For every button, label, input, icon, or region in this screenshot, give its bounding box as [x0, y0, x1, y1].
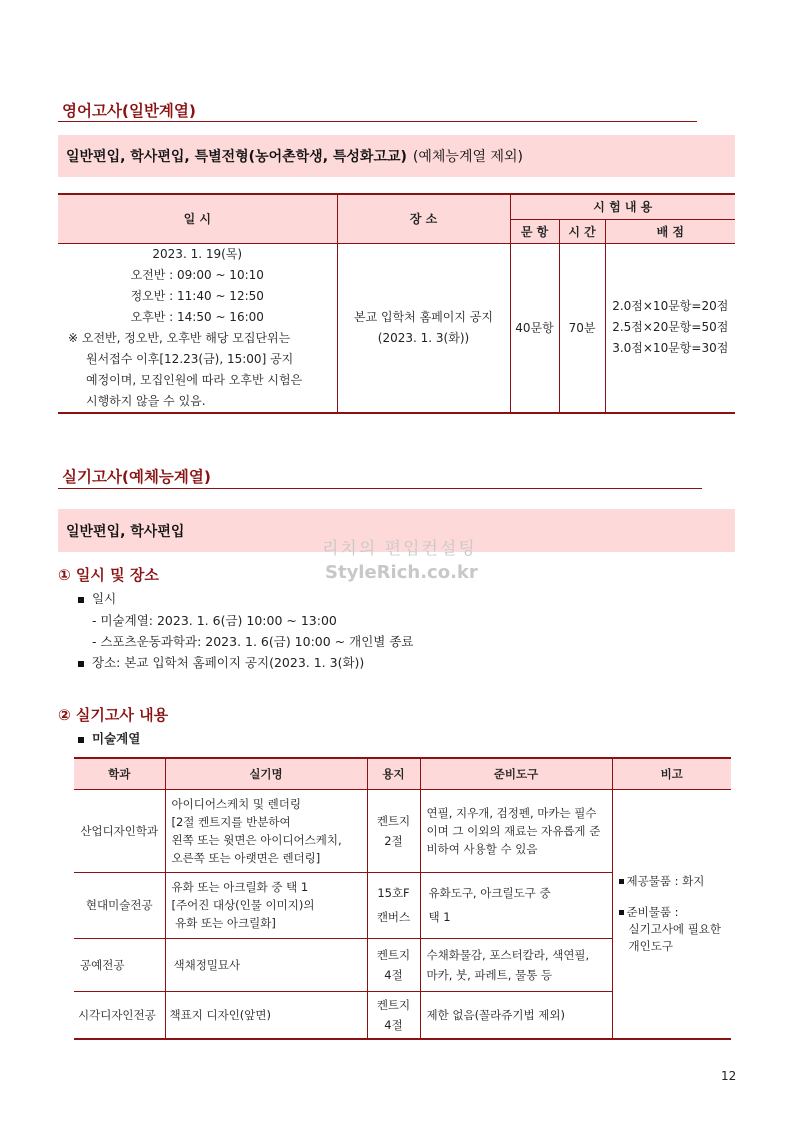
exam-name-cell: 책표지 디자인(앞면)	[165, 991, 367, 1039]
line: 수채화물감, 포스터칼라, 색연필,	[426, 947, 590, 962]
heading-rule	[58, 121, 697, 122]
header-content: 시 험 내 용	[510, 194, 735, 219]
header-score: 배 점	[605, 219, 735, 243]
remark-text: 준비물품 :	[626, 904, 679, 919]
page-number: 12	[721, 1069, 737, 1083]
dept-cell: 시각디자인전공	[74, 991, 165, 1039]
header-place: 장 소	[337, 194, 510, 243]
bullet-icon	[78, 661, 84, 667]
band-note: (예체능계열 제외)	[412, 149, 523, 165]
paper-cell	[367, 938, 420, 991]
remark-prepare	[619, 904, 732, 921]
header-tools: 준비도구	[420, 758, 612, 789]
line: 켄트지	[376, 947, 411, 962]
line: 이며 그 이외의 재료는 자유롭게 준	[426, 823, 601, 838]
line: [2절 켄트지를 반분하여	[171, 814, 291, 829]
score-cell	[605, 243, 735, 413]
score-line: 2.0점×10문항=20점	[612, 299, 729, 313]
line: 4절	[384, 1017, 403, 1032]
art-exam-table	[74, 757, 731, 1040]
exam-name-cell: 색채정밀묘사	[165, 938, 367, 991]
header-paper: 용지	[367, 758, 420, 789]
place-line: 본교 입학처 홈페이지 공지	[354, 309, 493, 324]
paper-cell	[367, 991, 420, 1039]
bullet-icon	[619, 879, 624, 884]
table-row	[74, 789, 731, 872]
line: 유화도구, 아크릴도구 중	[428, 886, 551, 900]
exam-date: 2023. 1. 19(목)	[152, 246, 243, 261]
category-band	[58, 135, 735, 177]
english-exam-table	[58, 193, 735, 414]
schedule-sports: - 스포츠운동과학과: 2023. 1. 6(금) 10:00 ~ 개인별 종료	[92, 634, 414, 649]
place-line: (2023. 1. 3(화))	[377, 330, 470, 345]
dept-cell: 산업디자인학과	[74, 789, 165, 872]
remarks-cell	[612, 789, 731, 1039]
paper-cell	[367, 789, 420, 872]
line: 4절	[384, 967, 403, 982]
band-title: 일반편입, 학사편입, 특별전형(농어촌학생, 특성화고교)	[66, 149, 407, 165]
line: 유화 또는 아크릴화 중 택 1	[171, 880, 309, 894]
line: 택 1	[428, 910, 451, 924]
bullet-text: 일시	[92, 591, 117, 606]
watermark-url: StyleRich.co.kr	[325, 562, 478, 583]
note-line: 원서접수 이후[12.23(금), 15:00] 공지	[86, 351, 294, 366]
subsection-title: ① 일시 및 장소	[58, 566, 159, 584]
band-title: 일반편입, 학사편입	[66, 523, 185, 540]
section-heading-practical: 실기고사(예체능계열)	[62, 468, 211, 486]
line: 15호F	[377, 886, 410, 900]
line: 개인도구	[628, 938, 673, 953]
tools-cell: 제한 없음(꼴라쥬기법 제외)	[420, 991, 612, 1039]
line: 비하여 사용할 수 있음	[426, 841, 538, 856]
subsection-title: ② 실기고사 내용	[58, 706, 169, 724]
items-cell: 40문항	[510, 243, 559, 413]
line: 캔버스	[376, 910, 411, 924]
remark-text: 제공물품 : 화지	[626, 873, 705, 888]
watermark-korean: 리치의 편입컨설팅	[322, 539, 477, 559]
score-line: 2.5점×20문항=50점	[612, 320, 729, 334]
exam-name-cell	[165, 872, 367, 938]
line: 마카, 붓, 파레트, 물통 등	[426, 967, 553, 982]
line: 실기고사에 필요한	[628, 921, 722, 936]
line: 2절	[384, 833, 403, 848]
line: 유화 또는 아크릴화]	[171, 916, 276, 930]
session-afternoon: 오후반 : 14:50 ~ 16:00	[130, 309, 264, 324]
remark-provided	[619, 873, 732, 890]
header-items: 문 항	[510, 219, 559, 243]
datetime-cell	[58, 243, 337, 413]
bullet-item	[78, 729, 140, 747]
bullet-text: 장소: 본교 입학처 홈페이지 공지(2023. 1. 3(화))	[92, 655, 365, 670]
note-line: 예정이며, 모집인원에 따라 오후반 시험은	[86, 372, 303, 387]
bullet-item	[78, 653, 364, 671]
bullet-icon	[619, 910, 624, 915]
session-morning: 오전반 : 09:00 ~ 10:10	[130, 267, 264, 282]
note-line: ※ 오전반, 정오반, 오후반 해당 모집단위는	[68, 330, 291, 345]
bullet-text: 미술계열	[92, 731, 141, 746]
bullet-item	[78, 589, 116, 607]
line: 오른쪽 또는 아랫면은 렌더링]	[171, 850, 321, 865]
heading-rule	[58, 488, 702, 489]
tools-cell	[420, 789, 612, 872]
dept-cell: 현대미술전공	[74, 872, 165, 938]
header-datetime: 일 시	[58, 194, 337, 243]
bullet-icon	[78, 737, 84, 743]
note-line: 시행하지 않을 수 있음.	[86, 393, 206, 408]
line: 아이디어스케치 및 렌더링	[171, 796, 302, 811]
exam-name-cell	[165, 789, 367, 872]
paper-cell	[367, 872, 420, 938]
header-dept: 학과	[74, 758, 165, 789]
header-remarks: 비고	[612, 758, 731, 789]
line: 왼쪽 또는 윗면은 아이디어스케치,	[171, 832, 342, 847]
score-line: 3.0점×10문항=30점	[612, 341, 729, 355]
header-time: 시 간	[559, 219, 605, 243]
line: [주어진 대상(인물 이미지)의	[171, 898, 315, 912]
place-cell	[337, 243, 510, 413]
header-exam-name: 실기명	[165, 758, 367, 789]
session-noon: 정오반 : 11:40 ~ 12:50	[130, 288, 264, 303]
time-cell: 70분	[559, 243, 605, 413]
line: 켄트지	[376, 813, 411, 828]
line: 켄트지	[376, 997, 411, 1012]
tools-cell	[420, 938, 612, 991]
section-heading-english: 영어고사(일반계열)	[62, 102, 196, 120]
dept-cell: 공예전공	[74, 938, 165, 991]
bullet-icon	[78, 597, 84, 603]
schedule-art: - 미술계열: 2023. 1. 6(금) 10:00 ~ 13:00	[92, 613, 337, 628]
tools-cell	[420, 872, 612, 938]
line: 연필, 지우개, 검정펜, 마카는 필수	[426, 805, 597, 820]
